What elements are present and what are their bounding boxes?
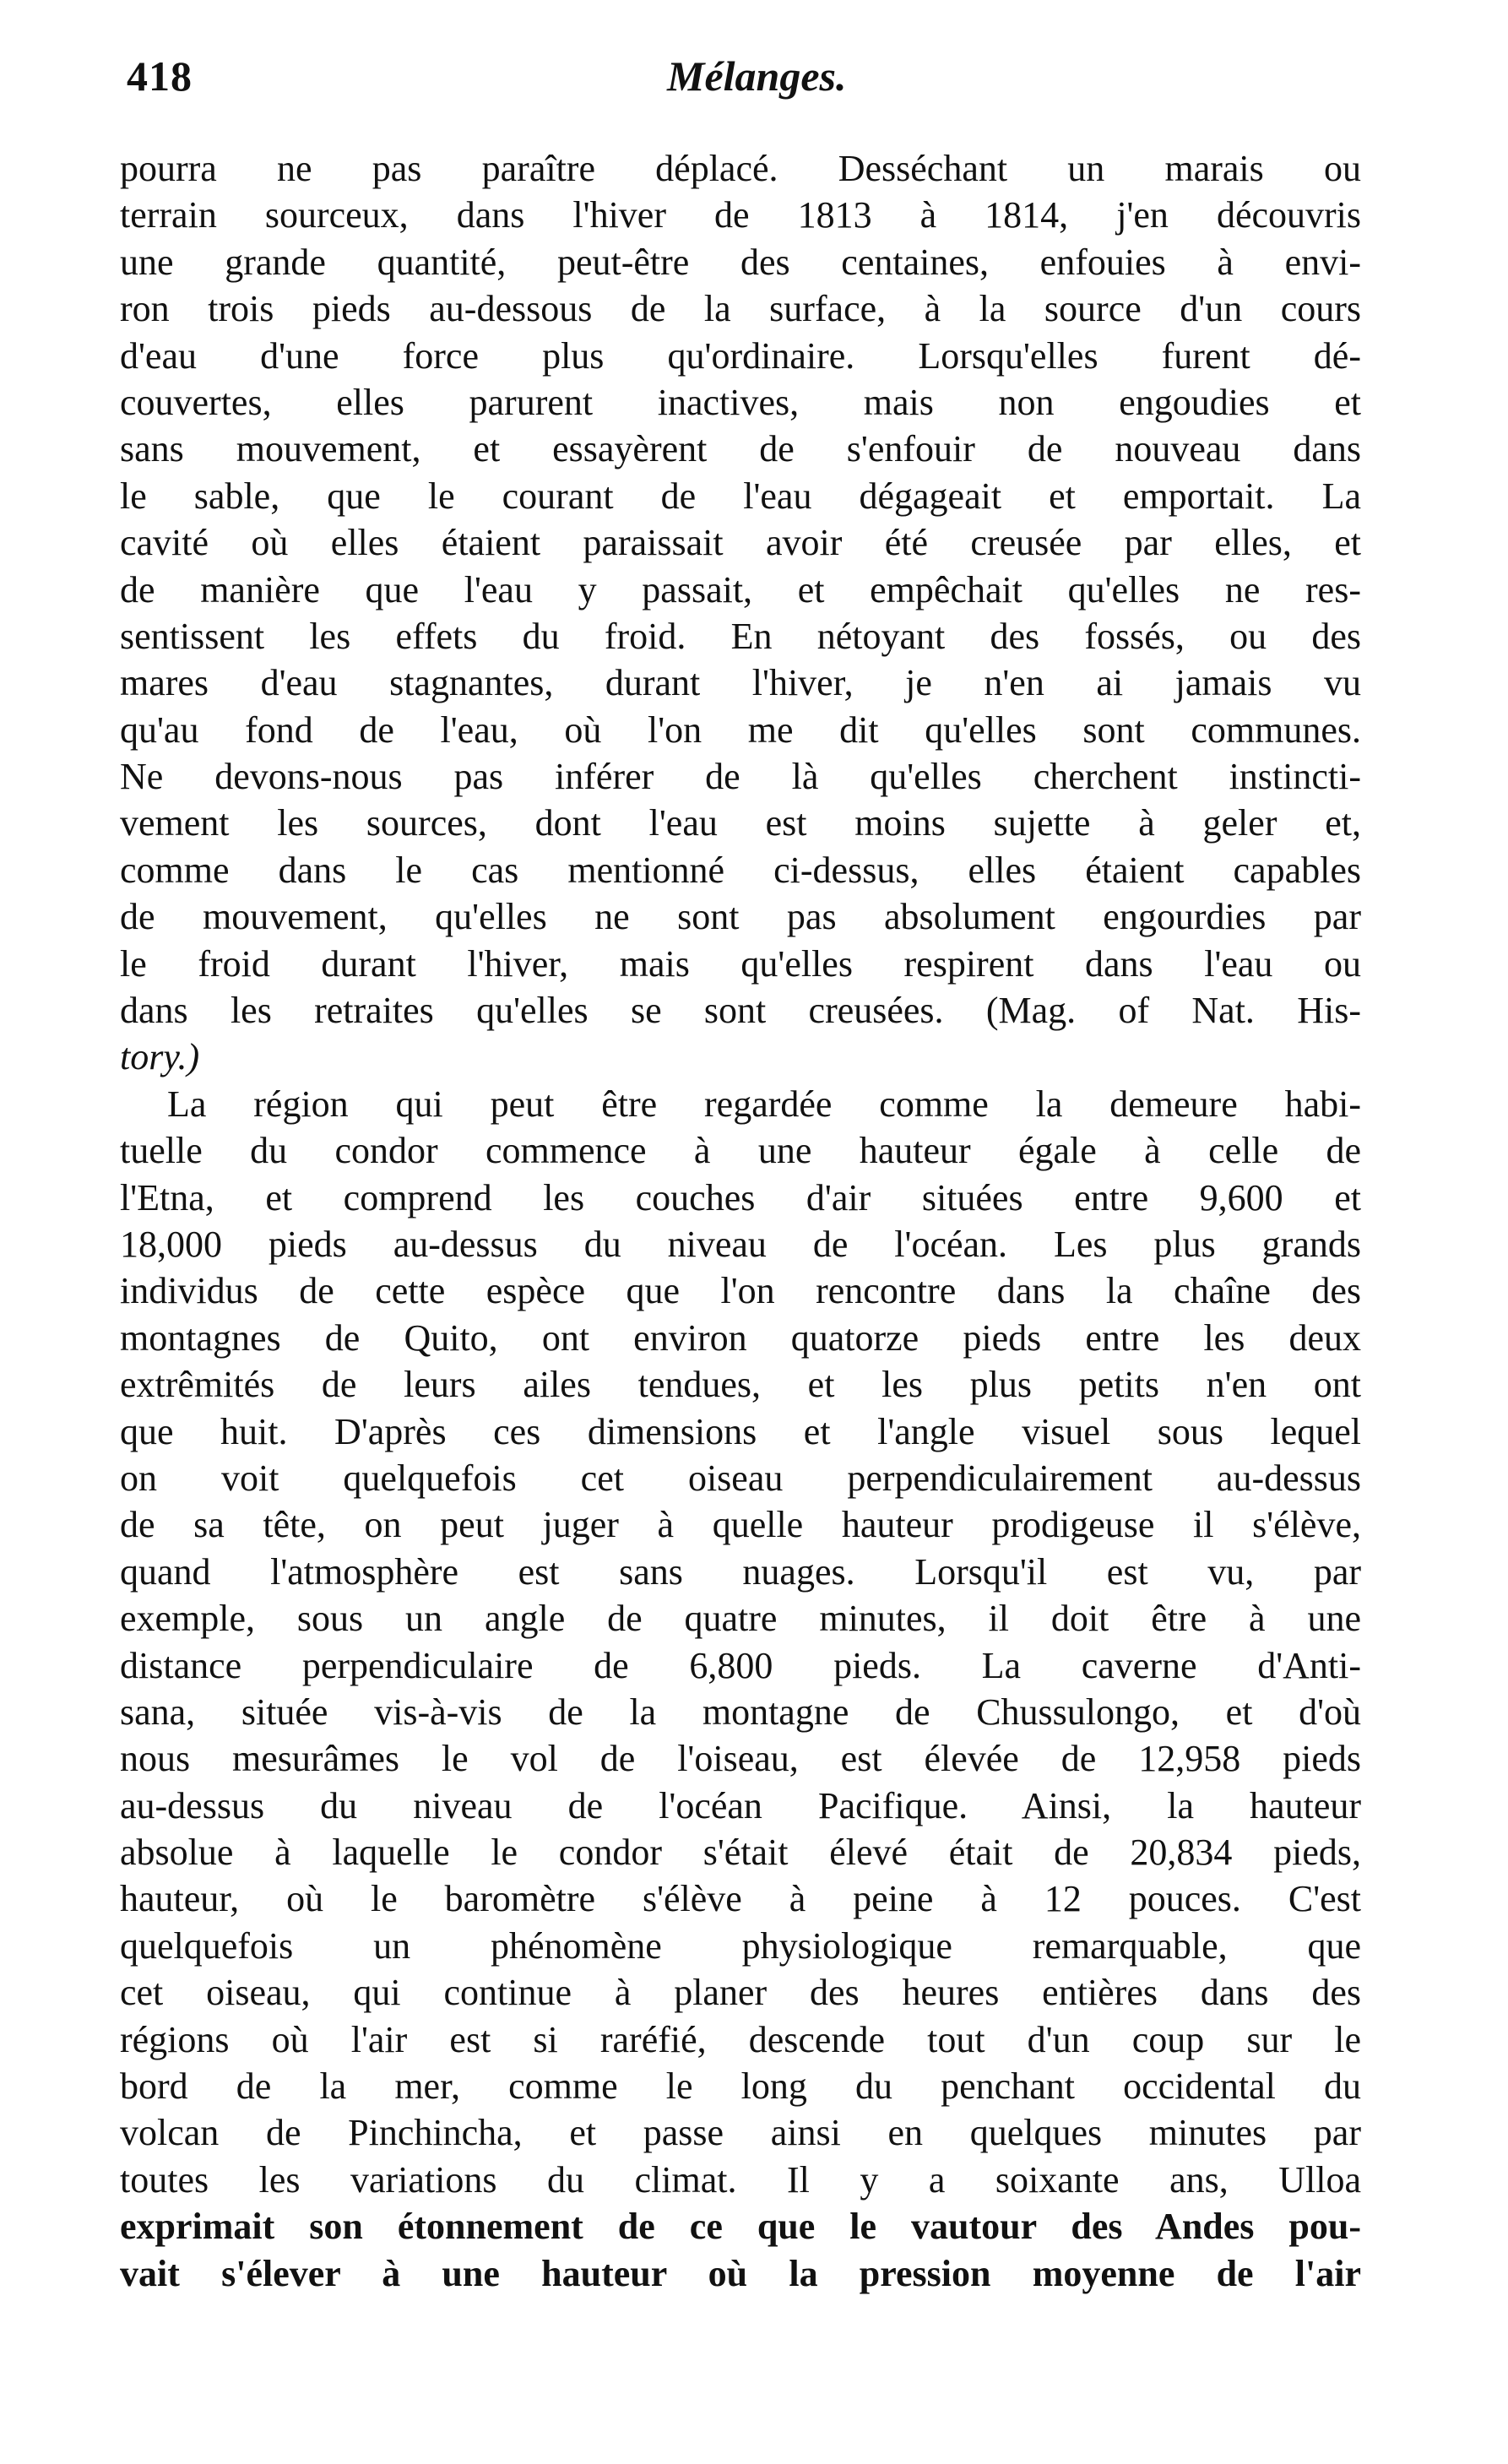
text-line: au-dessus du niveau de l'océan Pacifique. Ainsi, la hauteur [120,1784,1361,1826]
text-line: régions où l'air est si raréfié, descende tout d'un coup sur le [120,2018,1361,2060]
text-line: tuelle du condor commence à une hauteur égale à celle de [120,1130,1361,1172]
text-line: hauteur, où le baromètre s'élève à peine à 12 pouces. C'est [120,1878,1361,1920]
text-line: terrain sourceux, dans l'hiver de 1813 à 1814, j'en découvris [120,194,1361,236]
text-line: 18,000 pieds au-dessus du niveau de l'océan. Les plus grands [120,1223,1361,1265]
text-line: exprimait son étonnement de ce que le vautour des Andes pou- [120,2206,1361,2248]
text-line: nous mesurâmes le vol de l'oiseau, est élevée de 12,958 pieds [120,1738,1361,1780]
text-line: une grande quantité, peut-être des centaines, enfouies à envi- [120,241,1361,283]
page-header [127,46,1376,106]
text-line: dans les retraites qu'elles se sont creusées. (Mag. of Nat. His- [120,990,1361,1032]
text-line: quand l'atmosphère est sans nuages. Lorsqu'il est vu, par [120,1550,1361,1593]
running-title: Mélanges. [667,52,847,100]
text-line: absolue à laquelle le condor s'était élevé était de 20,834 pieds, [120,1832,1361,1874]
text-line: tory.) [120,1036,200,1078]
text-line: sans mouvement, et essayèrent de s'enfouir de nouveau dans [120,428,1361,470]
text-line: cet oiseau, qui continue à planer des heures entières dans des [120,1972,1361,2014]
text-line: de mouvement, qu'elles ne sont pas absolument engourdies par [120,896,1361,938]
text-line: on voit quelquefois cet oiseau perpendiculairement au-dessus [120,1457,1361,1499]
text-line: que huit. D'après ces dimensions et l'angle visuel sous lequel [120,1410,1361,1452]
text-line: exemple, sous un angle de quatre minutes, il doit être à une [120,1598,1361,1640]
text-line: individus de cette espèce que l'on rencontre dans la chaîne des [120,1270,1361,1312]
text-line: l'Etna, et comprend les couches d'air situées entre 9,600 et [120,1176,1361,1218]
text-line: extrêmités de leurs ailes tendues, et les plus petits n'en ont [120,1364,1361,1406]
text-line: montagnes de Quito, ont environ quatorze pieds entre les deux [120,1316,1361,1359]
page-number: 418 [127,52,193,100]
text-line: le sable, que le courant de l'eau dégageait et emportait. La [120,475,1361,517]
text-line: d'eau d'une force plus qu'ordinaire. Lorsqu'elles furent dé- [120,334,1361,377]
paragraph-start-line: La région qui peut être regardée comme la demeure habi- [167,1083,1361,1125]
text-line: sana, située vis-à-vis de la montagne de Chussulongo, et d'où [120,1691,1361,1733]
text-line: comme dans le cas mentionné ci-dessus, elles étaient capables [120,849,1361,891]
text-line: vait s'élever à une hauteur où la pression moyenne de l'air [120,2252,1361,2294]
text-line: quelquefois un phénomène physiologique remarquable, que [120,1924,1361,1967]
text-line: volcan de Pinchincha, et passe ainsi en quelques minutes par [120,2112,1361,2154]
text-line: distance perpendiculaire de 6,800 pieds. La caverne d'Anti- [120,1644,1361,1686]
text-line: vement les sources, dont l'eau est moins sujette à geler et, [120,802,1361,844]
text-line: couvertes, elles parurent inactives, mais non engoudies et [120,381,1361,423]
text-line: sentissent les effets du froid. En nétoyant des fossés, ou des [120,615,1361,657]
text-line: bord de la mer, comme le long du penchant occidental du [120,2065,1361,2108]
text-line: Ne devons-nous pas inférer de là qu'elles cherchent instincti- [120,756,1361,798]
text-line: le froid durant l'hiver, mais qu'elles respirent dans l'eau ou [120,942,1361,985]
text-line: toutes les variations du climat. Il y a soixante ans, Ulloa [120,2158,1361,2201]
text-line: cavité où elles étaient paraissait avoir été creusée par elles, et [120,522,1361,564]
body-text [120,145,1361,2297]
text-line: ron trois pieds au-dessous de la surface, à la source d'un cours [120,288,1361,330]
text-line: mares d'eau stagnantes, durant l'hiver, je n'en ai jamais vu [120,662,1361,704]
text-line: qu'au fond de l'eau, où l'on me dit qu'elles sont communes. [120,708,1361,751]
text-line: de manière que l'eau y passait, et empêchait qu'elles ne res- [120,568,1361,611]
text-line: de sa tête, on peut juger à quelle hauteur prodigeuse il s'élève, [120,1504,1361,1546]
text-line: pourra ne pas paraître déplacé. Desséchant un marais ou [120,148,1361,189]
